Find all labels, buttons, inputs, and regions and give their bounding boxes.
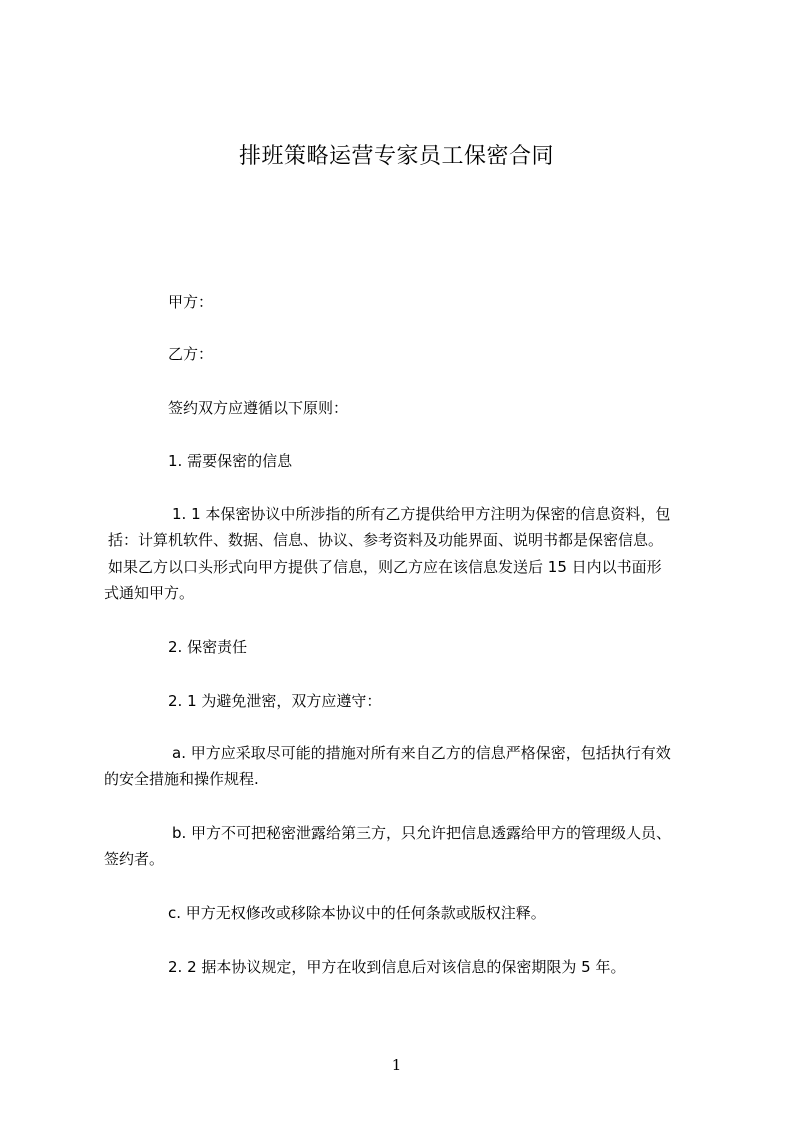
party-a-line: 甲方： <box>168 293 214 311</box>
item-a-line-1: a. 甲方应采取尽可能的措施对所有来自乙方的信息严格保密，包括执行有效 <box>172 744 671 762</box>
item-b-line-1: b. 甲方不可把秘密泄露给第三方，只允许把信息透露给甲方的管理级人员、 <box>172 824 672 842</box>
principles-intro: 签约双方应遵循以下原则： <box>168 399 349 417</box>
page-number: 1 <box>391 1056 402 1074</box>
clause-1-1-line-3: 如果乙方以口头形式向甲方提供了信息，则乙方应在该信息发送后 15 日内以书面形 <box>108 558 662 576</box>
item-a-line-2: 的安全措施和操作规程. <box>104 770 259 788</box>
clause-1-1-line-1: 1. 1 本保密协议中所涉指的所有乙方提供给甲方注明为保密的信息资料，包 <box>172 505 671 523</box>
document-title: 排班策略运营专家员工保密合同 <box>238 144 554 169</box>
party-b-line: 乙方： <box>168 345 214 363</box>
section-1-heading: 1. 需要保密的信息 <box>168 452 293 470</box>
clause-2-1: 2. 1 为避免泄密，双方应遵守： <box>168 692 382 710</box>
section-2-heading: 2. 保密责任 <box>168 638 248 656</box>
item-c: c. 甲方无权修改或移除本协议中的任何条款或版权注释。 <box>168 904 546 922</box>
item-b-line-2: 签约者。 <box>104 850 165 868</box>
clause-2-2: 2. 2 据本协议规定，甲方在收到信息后对该信息的保密期限为 5 年。 <box>168 958 626 976</box>
clause-1-1-line-4: 式通知甲方。 <box>104 584 195 602</box>
clause-1-1-line-2: 括：计算机软件、数据、信息、协议、参考资料及功能界面、说明书都是保密信息。 <box>108 531 664 549</box>
